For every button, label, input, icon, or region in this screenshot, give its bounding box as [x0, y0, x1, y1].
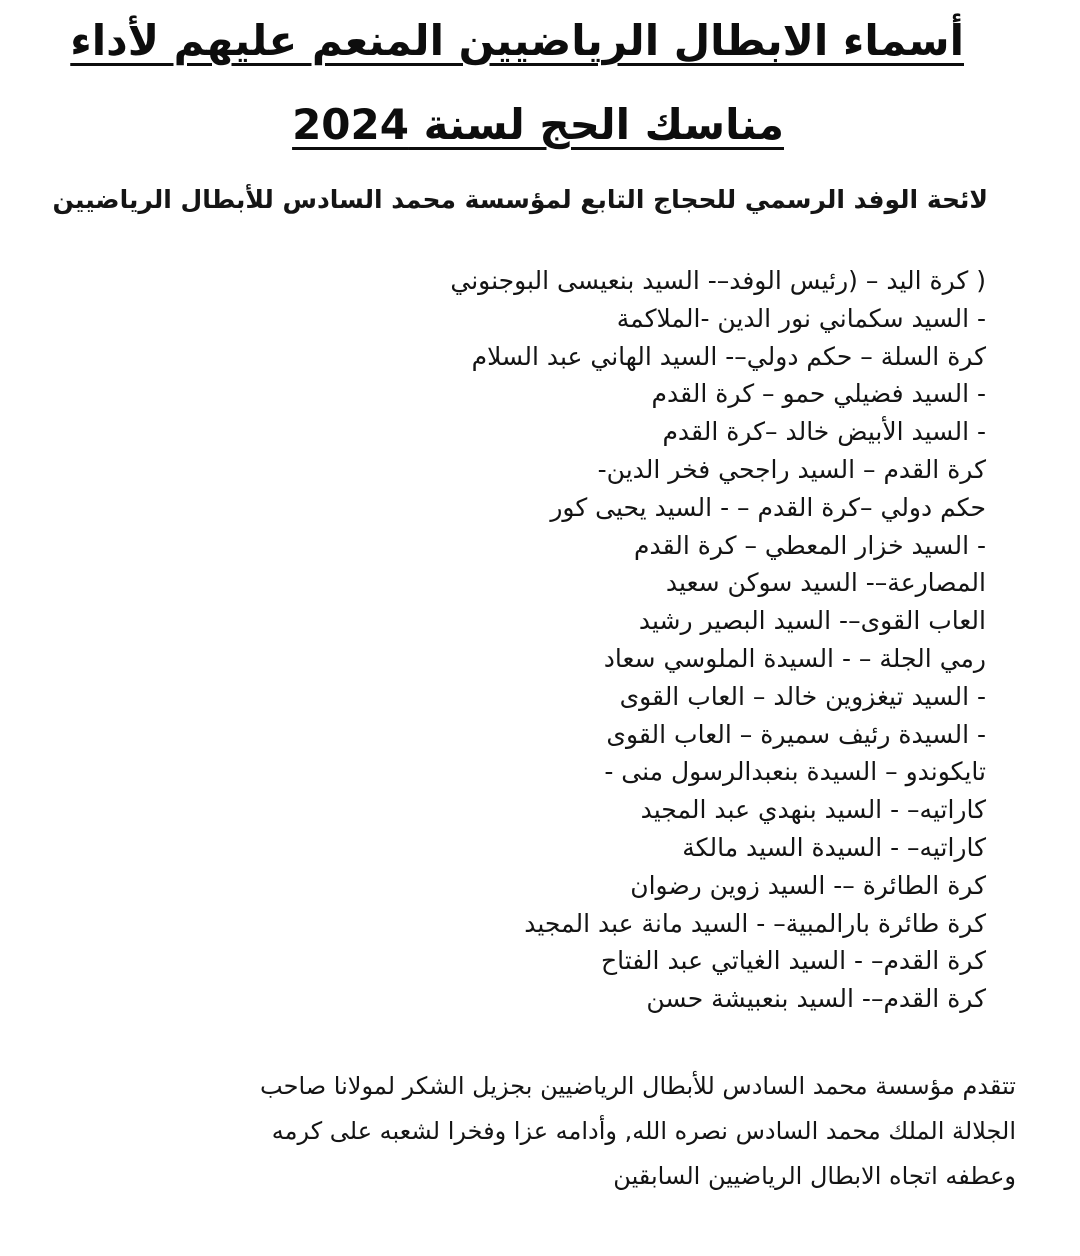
list-item: - السيد الأبيض خالد –كرة القدم [662, 417, 986, 447]
list-item: - السيد سكماني نور الدين -الملاكمة [616, 303, 986, 333]
list-item: رمي الجلة – - السيدة الملوسي سعاد [603, 643, 986, 673]
list-item: - السيد خزار المعطي – كرة القدم [633, 530, 986, 560]
list-item: كرة الطائرة –- السيد زوين رضوان [630, 870, 986, 900]
list-item: كاراتيه– - السيدة السيد مالكة [682, 832, 986, 862]
list-item: العاب القوى–- السيد البصير رشيد [638, 606, 986, 636]
list-item: حكم دولي –كرة القدم – - السيد يحيى كور [550, 492, 986, 522]
document-title-line-2: مناسك الحج لسنة 2024 [292, 100, 784, 149]
thanks-line: وعطفه اتجاه الابطال الرياضيين السابقين [613, 1162, 1016, 1190]
list-item: كرة السلة – حكم دولي–- السيد الهاني عبد السلام [471, 341, 986, 371]
list-item: - السيدة رئيف سميرة – العاب القوى [606, 719, 986, 749]
document-title-line-1: أسماء الابطال الرياضيين المنعم عليهم لأداء [70, 16, 964, 65]
thanks-line: الجلالة الملك محمد السادس نصره الله, وأدامه عزا وفخرا لشعبه على كرمه [271, 1117, 1016, 1145]
list-item: كرة القدم – السيد راجحي فخر الدين- [597, 454, 986, 484]
thanks-line: تتقدم مؤسسة محمد السادس للأبطال الرياضيين بجزيل الشكر لمولانا صاحب [260, 1072, 1016, 1100]
list-item: تايكوندو – السيدة بنعبدالرسول منى - [604, 757, 986, 787]
list-item: كاراتيه– - السيد بنهدي عبد المجيد [640, 795, 986, 825]
list-item: كرة طائرة بارالمبية– - السيد مانة عبد المجيد [524, 908, 986, 938]
list-item: كرة القدم–- السيد بنعبيشة حسن [646, 984, 986, 1014]
list-item: - السيد فضيلي حمو – كرة القدم [651, 379, 986, 409]
delegation-list [326, 262, 986, 1018]
list-item: كرة القدم– - السيد الغياتي عبد الفتاح [600, 946, 986, 976]
delegation-subtitle: لائحة الوفد الرسمي للحجاج التابع لمؤسسة محمد السادس للأبطال الرياضيين [52, 185, 988, 214]
thanks-paragraph [136, 1064, 1016, 1199]
list-item: المصارعة–- السيد سوكن سعيد [665, 568, 986, 598]
list-item: ( كرة اليد – (رئيس الوفد–- السيد بنعيسى البوجنوني [450, 266, 986, 295]
list-item: - السيد تيغزوين خالد – العاب القوى [619, 681, 986, 711]
